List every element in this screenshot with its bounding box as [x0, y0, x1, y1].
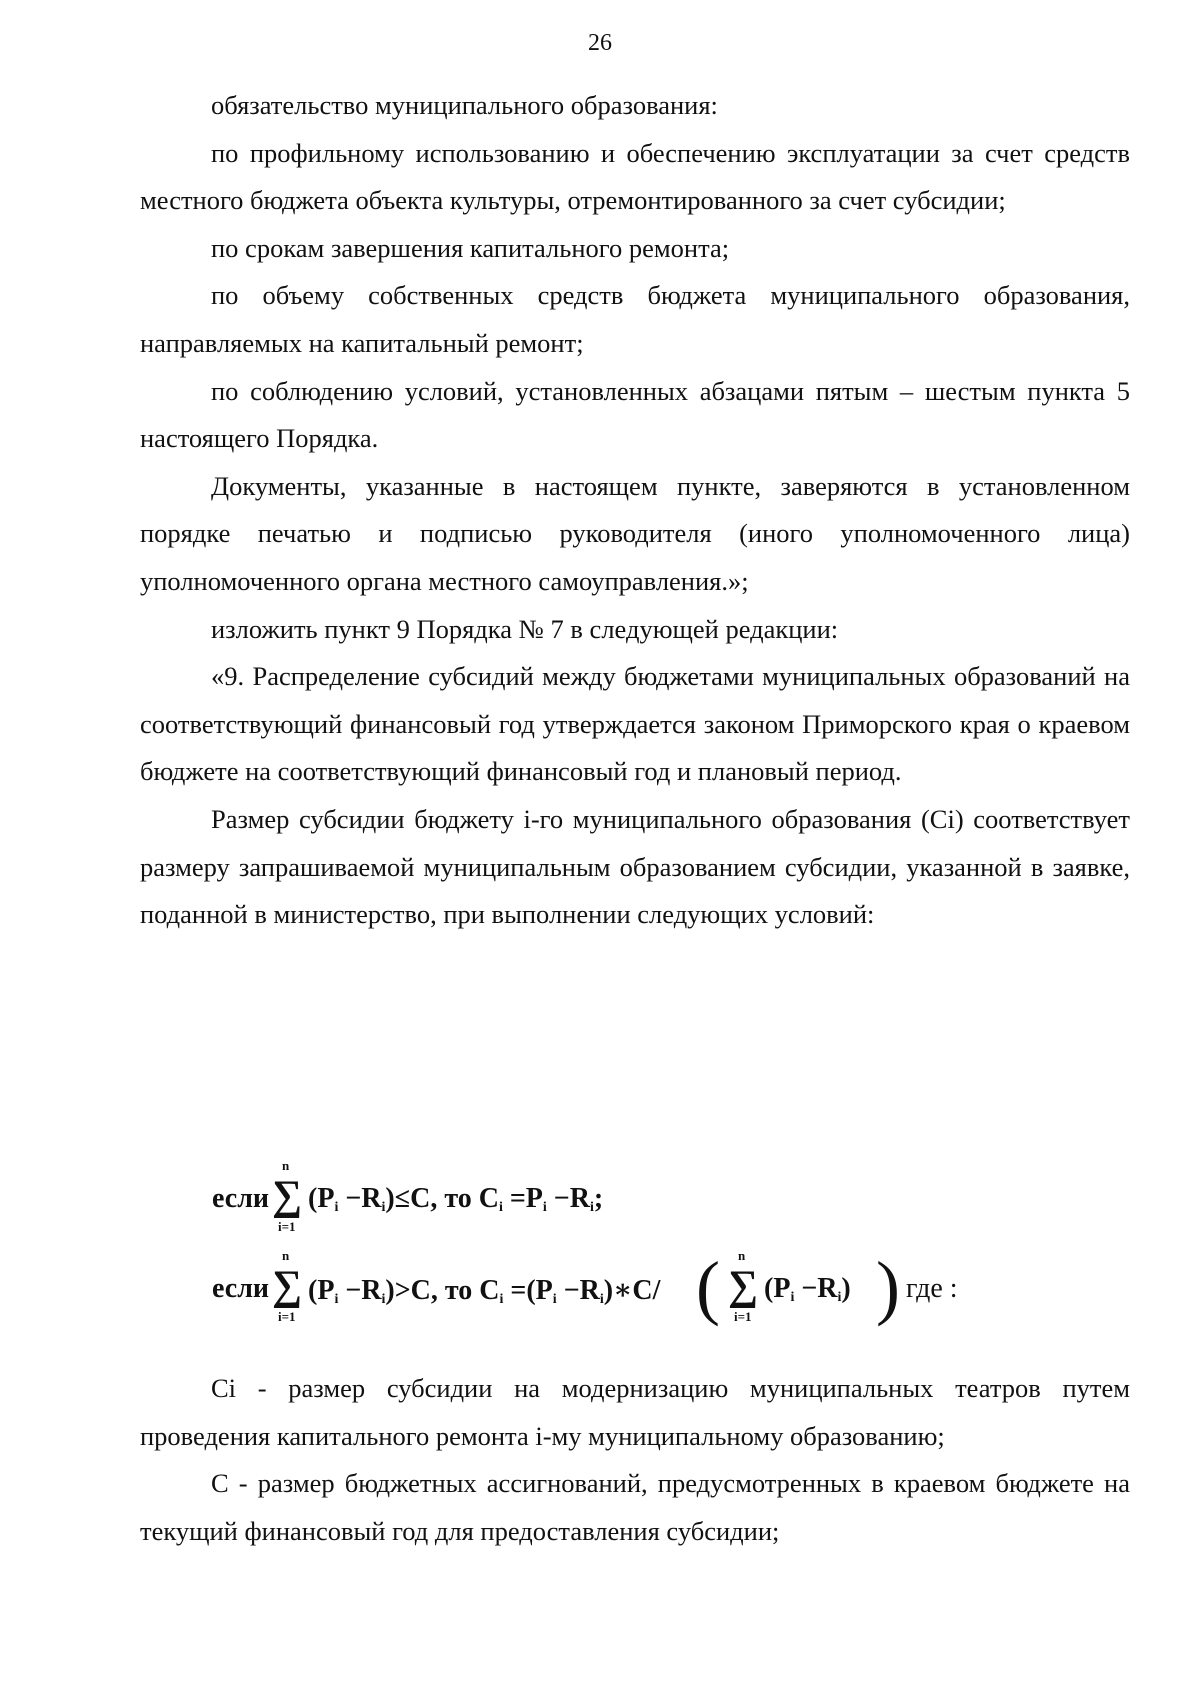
- sum-upper-limit: n: [738, 1248, 746, 1263]
- sum-upper-limit: n: [282, 1248, 290, 1263]
- sum-upper-limit: n: [282, 1158, 290, 1173]
- formula-expression: $(P_i -R_i)>C$, то $C_i =(P_i$ $-R_i)∗C/$: [308, 1275, 661, 1307]
- formula-block: [212, 1153, 1112, 1353]
- definitions: [140, 1365, 1130, 1555]
- paragraph: изложить пункт 9 Порядка № 7 в следующей редакции:: [211, 613, 839, 644]
- big-paren-right: ): [876, 1247, 900, 1327]
- definition: С - размер бюджетных ассигнований, предусмотренных в краевом бюджете на текущий финансовый год для предоставления субсидии;: [140, 1468, 1130, 1546]
- paragraph: по соблюдению условий, установленных абзацами пятым – шестым пункта 5 настоящего Порядка.: [140, 375, 1130, 454]
- sum-sign: ∑: [272, 1263, 302, 1309]
- paragraph: по профильному использованию и обеспечению эксплуатации за счет средств местного бюджета объекта культуры, отремонтированного за счет субсидии;: [140, 137, 1130, 216]
- definition: Ci - размер субсидии на модернизацию муниципальных театров путем проведения капитального ремонта i-му муниципальному образованию;: [140, 1373, 1130, 1451]
- paragraph: Документы, указанные в настоящем пункте, заверяются в установленном порядке печатью и подписью руководителя (иного уполномоченного лица) уполномоченного органа местного самоуправления.»;: [140, 470, 1130, 596]
- formula-line-1: [212, 1153, 1112, 1243]
- sum-sign: ∑: [272, 1173, 302, 1219]
- big-paren-left: (: [696, 1247, 720, 1327]
- page-number: 26: [588, 30, 612, 56]
- sum-lower-limit: i=1: [278, 1219, 296, 1234]
- body-text: [140, 82, 1130, 939]
- formula-inner-expression: $(P_i -R_i)$: [764, 1273, 851, 1305]
- formula-expression: $(P_i -R_i)\le C$, то $C_i =P_i -R_i$;: [308, 1183, 604, 1215]
- formula-line-2: [212, 1243, 1112, 1333]
- paragraph: по срокам завершения капитального ремонта;: [211, 232, 730, 263]
- formula-if-word: если: [212, 1273, 270, 1304]
- paragraph: Размер субсидии бюджету i-го муниципального образования (Ci) соответствует размеру запрашиваемой муниципальным образованием субсидии, указанной в заявке, поданной в министерство, при выполнении следующих условий:: [140, 803, 1130, 930]
- paragraph: по объему собственных средств бюджета муниципального образования, направляемых на капитальный ремонт;: [140, 280, 1130, 358]
- paragraph: «9. Распределение субсидий между бюджетами муниципальных образований на соответствующий финансовый год утверждается законом Приморского края о краевом бюджете на соответствующий финансовый год и плановый период.: [140, 661, 1130, 787]
- paragraph: обязательство муниципального образования:: [211, 90, 718, 120]
- formula-where: где :: [906, 1273, 958, 1304]
- sum-lower-limit: i=1: [278, 1309, 296, 1324]
- sum-sign: ∑: [728, 1263, 758, 1309]
- formula-if-word: если: [212, 1183, 270, 1214]
- sum-lower-limit: i=1: [734, 1309, 752, 1324]
